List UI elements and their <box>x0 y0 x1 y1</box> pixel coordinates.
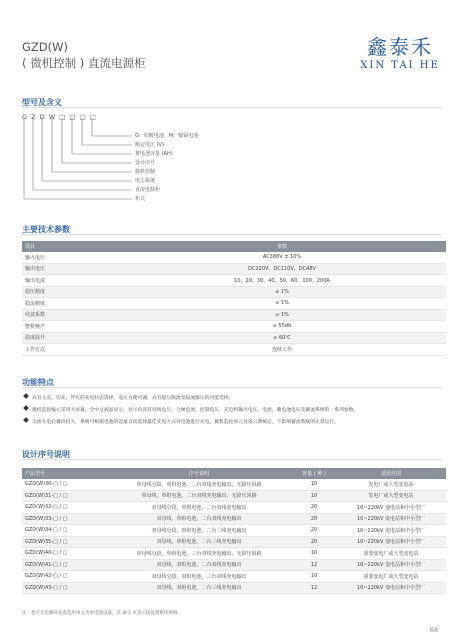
diamond-bullet-icon <box>23 405 29 411</box>
param-value: ≤ 1% <box>118 298 446 310</box>
diamond-bullet-icon <box>23 393 29 399</box>
tech-params-table <box>22 241 446 356</box>
desc-cell: 双母线分段，单组电池，二台三线充电输出 <box>106 525 292 537</box>
capacity-cell: 20 <box>292 513 336 525</box>
model-desc-item: 设计序号 <box>135 160 156 166</box>
capacity-cell: 20 <box>292 536 336 548</box>
features-section-title: 功能特点 <box>22 378 54 387</box>
capacity-cell: 10 <box>292 479 336 490</box>
param-value: 10、20、30、40、50、60、100、200A <box>118 275 446 287</box>
scope-cell: 发电厂或大型变电站 <box>336 479 446 490</box>
capacity-cell: 10 <box>292 490 336 502</box>
feature-item <box>22 418 446 426</box>
page-header <box>0 0 468 90</box>
param-name: 稳流精度 <box>22 298 118 310</box>
model-cell: GZD(W)32-□ / □ <box>22 502 106 514</box>
table-row <box>22 275 446 287</box>
desc-cell: 双母线，单组电池，二台三线充电输出 <box>106 536 292 548</box>
product-subtitle: ( 微机控制 ) 直流电源柜 <box>22 56 146 70</box>
design-section-title: 设计序号说明 <box>22 450 70 459</box>
table-row <box>22 502 446 514</box>
param-name: 输出电压 <box>22 263 118 275</box>
model-cell: GZD(W)43-□ / □ <box>22 582 106 594</box>
model-cell: GZD(W)35-□ / □ <box>22 536 106 548</box>
param-name: 稳压精度 <box>22 286 118 298</box>
capacity-cell: 20 <box>292 502 336 514</box>
model-desc-item: G：铅酸电池；M：镍镉电池 <box>135 133 199 139</box>
capacity-cell: 12 <box>292 582 336 594</box>
logo-english-text: XIN TAI HE <box>360 60 440 71</box>
divider <box>22 459 442 460</box>
capacity-cell: 10 <box>292 571 336 583</box>
page-number: 68 <box>429 626 438 634</box>
divider <box>22 387 442 388</box>
model-cell: GZD(W)34-□ / □ <box>22 525 106 537</box>
model-cell: GZD(W)42-□ / □ <box>22 571 106 583</box>
table-row <box>22 513 446 525</box>
divider <box>22 107 442 108</box>
table-header-cell: 参数 <box>118 241 446 252</box>
scope-cell: 重要变电厂或大型变电站 <box>336 571 446 583</box>
model-cell: GZD(W)30-□ / □ <box>22 479 106 490</box>
desc-cell: 双母线，双组电池，二台三线充电输出 <box>106 582 292 594</box>
param-name: 温度温升 <box>22 332 118 344</box>
scope-cell: 10~220kV 变电站和中小型厂 <box>336 559 446 571</box>
capacity-cell: 12 <box>292 559 336 571</box>
table-row <box>22 298 446 310</box>
scope-cell: 10~220kV 变电站和中小型厂 <box>336 582 446 594</box>
capacity-cell: 20 <box>292 525 336 537</box>
table-row <box>22 344 446 356</box>
param-value: DC220V、DC110V、DC48V <box>118 263 446 275</box>
table-row <box>22 332 446 344</box>
param-name: 整机噪声 <box>22 321 118 333</box>
model-desc-item: 电力系统 <box>135 178 156 184</box>
model-cell: GZD(W)41-□ / □ <box>22 559 106 571</box>
table-row <box>22 252 446 263</box>
scope-cell: 10~220kV 变电站和中小型厂 <box>336 536 446 548</box>
desc-cell: 双母线分段，单组电池，二台双线充电输出 <box>106 502 292 514</box>
scope-cell: 发电厂或大型变电站 <box>336 490 446 502</box>
table-row <box>22 548 446 560</box>
table-row <box>22 479 446 490</box>
company-logo <box>345 36 455 71</box>
tech-section-title: 主要技术参数 <box>22 225 70 234</box>
table-header-cell: 序号说明 <box>106 468 292 479</box>
model-desc-item: 额定电压 (V) <box>135 142 164 148</box>
desc-cell: 单母线，单组电池，二台双线充电输出，无降压回路 <box>106 490 292 502</box>
table-header-cell: 产品型号 <box>22 468 106 479</box>
table-row <box>22 263 446 275</box>
table-footnote: 注：也可无电模块充电选用单元为单电池设备，有 III-1 页表示按设置模块规格。 <box>22 611 182 616</box>
param-name: 纹波系数 <box>22 309 118 321</box>
model-desc-item: 直流电源柜 <box>135 187 161 193</box>
logo-chinese-text: 鑫泰禾 <box>367 35 433 59</box>
param-value: ≤ 1% <box>118 309 446 321</box>
model-code: G Z D W □ □ □ □ <box>22 113 97 121</box>
desc-cell: 单母线分段、单组电池、二台双线充电输出，无降压回路 <box>106 479 292 490</box>
feature-text: 交流失电后蓄段投入，系统可根据电池的容量自动选择最佳充电方式对电池进行充电。微机监控单元具备云系统后，不影响蓄流系统的正常运行。 <box>32 420 340 425</box>
table-header-cell: 适用范围 <box>336 468 446 479</box>
table-row <box>22 582 446 594</box>
diamond-bullet-icon <box>23 417 29 423</box>
table-row <box>22 490 446 502</box>
model-cell: GZD(W)31-□ / □ <box>22 490 106 502</box>
model-desc-item: 柜式 <box>135 196 146 202</box>
param-value: ≤ 1% <box>118 286 446 298</box>
table-row <box>22 571 446 583</box>
desc-cell: 双母线，单组电池，二台双线充电输出 <box>106 513 292 525</box>
table-row <box>22 321 446 333</box>
table-row <box>22 525 446 537</box>
table-header-cell: 容量 ( 种 ) <box>292 468 336 479</box>
feature-item <box>22 394 446 402</box>
scope-cell: 10~220kV 变电站和中小型厂 <box>336 502 446 514</box>
param-name: 输入电压 <box>22 252 118 263</box>
feature-item <box>22 406 446 414</box>
scope-cell: 10~220kV 变电站和中小型厂 <box>336 513 446 525</box>
param-value: 连续工作 <box>118 344 446 356</box>
table-header-row <box>22 241 446 252</box>
design-number-table <box>22 468 446 594</box>
param-value: ≤ 55db <box>118 321 446 333</box>
desc-cell: 单母线分段，单组电池，三台双线充电输出，无降压回路 <box>106 548 292 560</box>
product-title: GZD(W) <box>22 40 68 54</box>
model-desc-item: 蓄电池容量 (AH) <box>135 151 173 157</box>
scope-cell: 重要变电厂或大型变电站 <box>336 548 446 560</box>
divider <box>22 234 442 235</box>
param-name: 工作方式 <box>22 344 118 356</box>
param-value: AC380V ± 10% <box>118 252 446 263</box>
table-row <box>22 536 446 548</box>
feature-text: 具有主充、均充、浮充的充电状态选择，电压方便可调，具有稳压限流及稳流限压的功能选择。 <box>32 396 234 401</box>
table-header-cell: 项目 <box>22 241 118 252</box>
table-header-row <box>22 468 446 479</box>
desc-cell: 双母线分段，双组电池，三台双线充电输出 <box>106 571 292 583</box>
scope-cell: 10~220kV 变电站和中小型厂 <box>336 525 446 537</box>
param-value: ≤ 60℃ <box>118 332 446 344</box>
table-row <box>22 309 446 321</box>
model-desc-item: 微机控制 <box>135 169 156 175</box>
model-bracket-diagram <box>22 118 137 218</box>
model-section-title: 型号及含义 <box>22 98 62 107</box>
model-cell: GZD(W)40-□ / □ <box>22 548 106 560</box>
table-row <box>22 559 446 571</box>
table-row <box>22 286 446 298</box>
desc-cell: 双母线，双组电池，二台双线充电输出 <box>106 559 292 571</box>
model-cell: GZD(W)33-□ / □ <box>22 513 106 525</box>
capacity-cell: 10 <box>292 548 336 560</box>
feature-text: 微机监控编元采用大屏幕，全中文液晶显示，显示内容有母线电压，合闸电流，控制电压，充电机输出电压，电流，蓄电池电压及蓄流系统的一系列参数。 <box>32 408 359 413</box>
param-name: 输出电流 <box>22 275 118 287</box>
